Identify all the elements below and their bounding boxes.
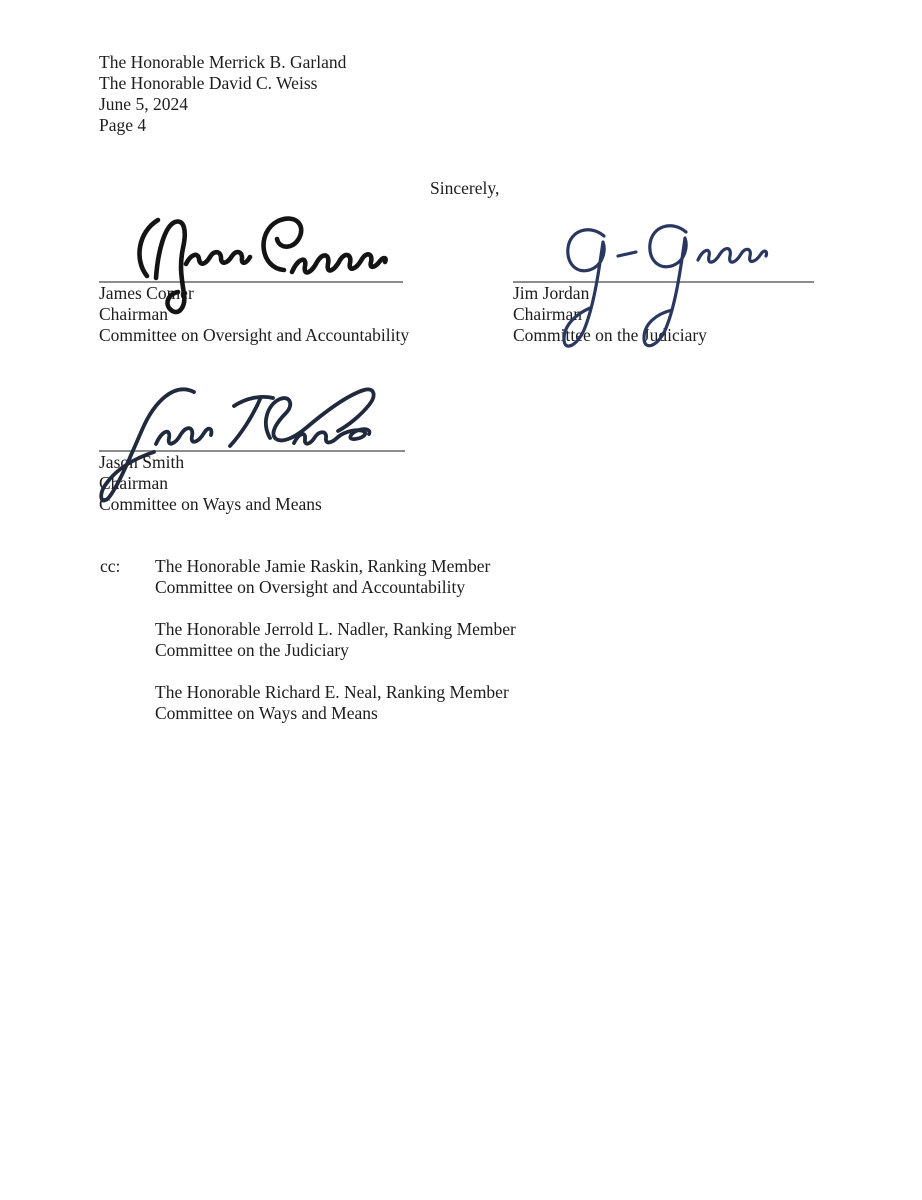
- signatory-title: Chairman: [99, 473, 169, 493]
- cc-entry-raskin: [155, 556, 516, 598]
- cc-committee-line: Committee on Oversight and Accountability: [155, 577, 466, 597]
- cc-entry-nadler: [155, 619, 516, 661]
- cc-entry-neal: [155, 682, 516, 724]
- recipient-line-1: The Honorable Merrick B. Garland: [99, 52, 347, 72]
- signatory-title: Chairman: [513, 304, 583, 324]
- cc-name-line: The Honorable Richard E. Neal, Ranking Member: [155, 682, 509, 702]
- signatory-committee: Committee on Ways and Means: [99, 494, 322, 514]
- cc-label: cc:: [100, 556, 121, 576]
- signatory-name: Jason Smith: [99, 452, 185, 472]
- page-number: Page 4: [99, 115, 147, 135]
- cc-committee-line: Committee on Ways and Means: [155, 703, 378, 723]
- signature-block-jason-smith: [99, 452, 322, 515]
- signatory-name: Jim Jordan: [513, 283, 590, 303]
- letter-header: [99, 52, 346, 136]
- closing-sincerely: Sincerely,: [430, 178, 500, 198]
- signatory-committee: Committee on the Judiciary: [513, 325, 707, 345]
- signatory-committee: Committee on Oversight and Accountability: [99, 325, 410, 345]
- signature-block-jim-jordan: [513, 283, 707, 346]
- cc-block: [155, 556, 516, 745]
- signatory-title: Chairman: [99, 304, 169, 324]
- recipient-line-2: The Honorable David C. Weiss: [99, 73, 318, 93]
- cc-name-line: The Honorable Jamie Raskin, Ranking Member: [155, 556, 491, 576]
- cc-name-line: The Honorable Jerrold L. Nadler, Ranking Member: [155, 619, 516, 639]
- letter-date: June 5, 2024: [99, 94, 188, 114]
- cc-committee-line: Committee on the Judiciary: [155, 640, 349, 660]
- signatory-name: James Comer: [99, 283, 194, 303]
- signature-block-james-comer: [99, 283, 409, 346]
